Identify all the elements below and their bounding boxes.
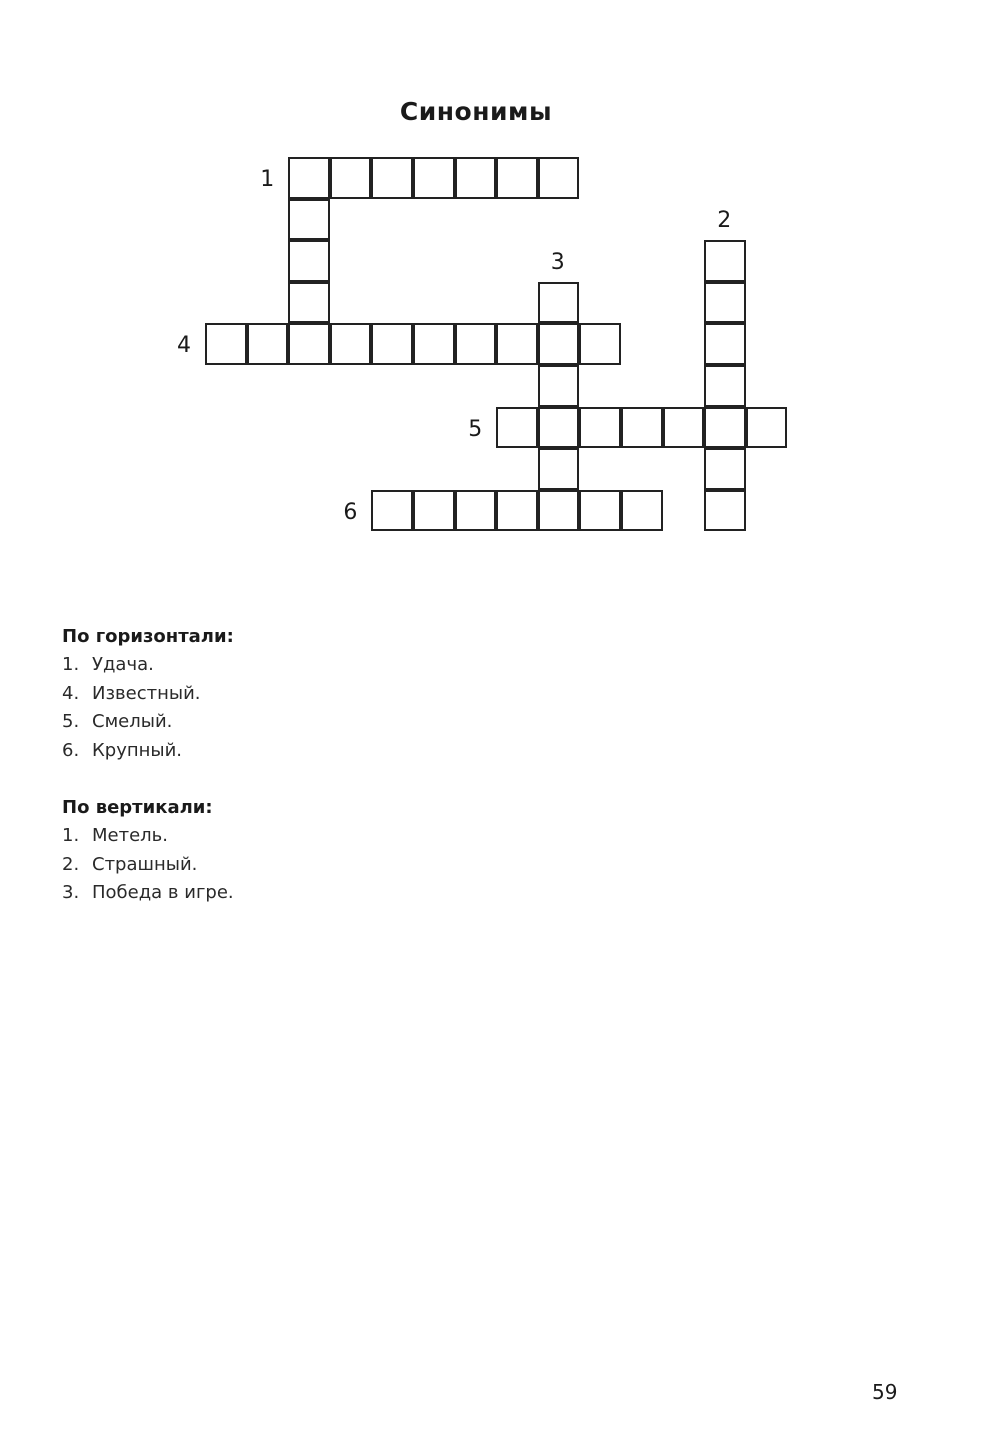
across-clues	[62, 622, 234, 766]
crossword-cell[interactable]	[455, 323, 497, 365]
crossword-cell[interactable]	[621, 490, 663, 532]
crossword-cell[interactable]	[579, 490, 621, 532]
crossword-cell[interactable]	[288, 199, 330, 241]
crossword-cell[interactable]	[538, 323, 580, 365]
crossword-grid	[0, 0, 1000, 620]
crossword-cell[interactable]	[704, 365, 746, 407]
crossword-cell[interactable]	[330, 157, 372, 199]
clue-number-4: 4	[177, 333, 191, 359]
crossword-cell[interactable]	[704, 282, 746, 324]
crossword-cell[interactable]	[704, 448, 746, 490]
crossword-cell[interactable]	[496, 490, 538, 532]
crossword-cell[interactable]	[413, 490, 455, 532]
down-heading: По вертикали:	[62, 797, 213, 818]
down-clues	[62, 793, 234, 908]
crossword-cell[interactable]	[704, 490, 746, 532]
crossword-cell[interactable]	[621, 407, 663, 449]
clue-across-6: 6. Крупный.	[62, 740, 183, 762]
crossword-cell[interactable]	[663, 407, 705, 449]
crossword-cell[interactable]	[496, 407, 538, 449]
crossword-cell[interactable]	[330, 323, 372, 365]
crossword-cell[interactable]	[288, 240, 330, 282]
clue-across-5: 5. Смелый.	[62, 711, 173, 733]
crossword-cell[interactable]	[205, 323, 247, 365]
crossword-cell[interactable]	[371, 157, 413, 199]
crossword-cell[interactable]	[455, 490, 497, 532]
crossword-cell[interactable]	[538, 157, 580, 199]
crossword-cell[interactable]	[413, 323, 455, 365]
crossword-cell[interactable]	[538, 490, 580, 532]
crossword-cell[interactable]	[704, 407, 746, 449]
crossword-cell[interactable]	[538, 407, 580, 449]
crossword-cell[interactable]	[496, 157, 538, 199]
clue-number-5: 5	[468, 416, 483, 442]
clue-down-3: 3. Победа в игре.	[62, 882, 234, 904]
crossword-cell[interactable]	[288, 157, 330, 199]
clue-number-1: 1	[260, 167, 275, 192]
crossword-cell[interactable]	[496, 323, 538, 365]
clue-number-6: 6	[343, 499, 358, 525]
crossword-cell[interactable]	[579, 407, 621, 449]
clue-number-2: 2	[717, 208, 732, 234]
crossword-cell[interactable]	[413, 157, 455, 199]
crossword-cell[interactable]	[538, 365, 580, 407]
crossword-cell[interactable]	[746, 407, 788, 449]
clue-across-1: 1. Удача.	[62, 654, 154, 675]
crossword-cell[interactable]	[538, 282, 580, 324]
crossword-cell[interactable]	[538, 448, 580, 490]
clue-down-1: 1. Метель.	[62, 825, 168, 846]
clue-down-2: 2. Страшный.	[62, 853, 198, 875]
crossword-cell[interactable]	[371, 490, 413, 532]
clue-number-3: 3	[550, 249, 565, 275]
crossword-cell[interactable]	[455, 157, 497, 199]
crossword-cell[interactable]	[288, 282, 330, 324]
crossword-cell[interactable]	[371, 323, 413, 365]
page-title: Синонимы	[399, 97, 553, 126]
clue-across-4: 4. Известный.	[62, 682, 201, 704]
crossword-cell[interactable]	[704, 240, 746, 282]
crossword-cell[interactable]	[288, 323, 330, 365]
page-number: 59	[872, 1380, 898, 1404]
crossword-cell[interactable]	[247, 323, 289, 365]
across-heading: По горизонтали:	[62, 626, 234, 647]
crossword-cell[interactable]	[579, 323, 621, 365]
crossword-cell[interactable]	[704, 323, 746, 365]
